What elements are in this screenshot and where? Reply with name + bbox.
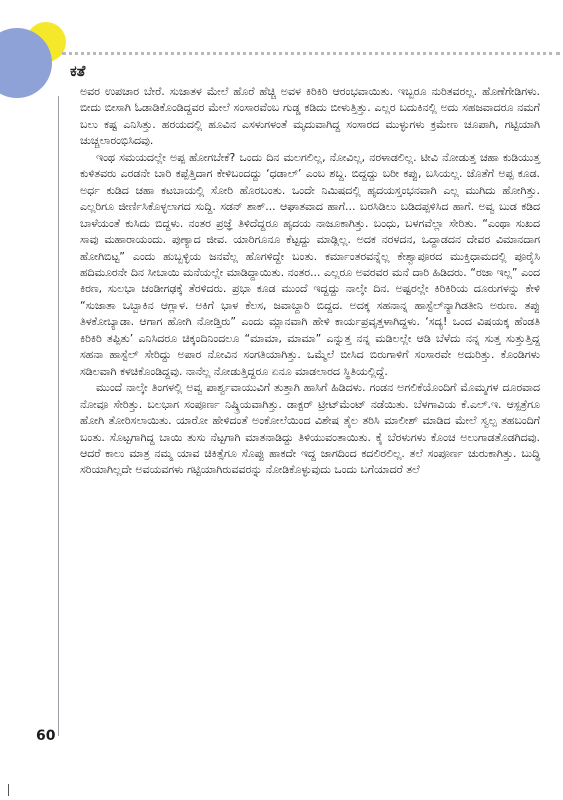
section-label: ಕತೆ	[70, 62, 86, 80]
page-number: 60	[36, 728, 56, 744]
paragraph-1: ಅವರ ಉಪಚಾರ ಬೇರೆ. ಸುಜಾತಳ ಮೇಲೆ ಹೊರೆ ಹೆಚ್ಚಿ ಅವಳ ಕಿರಿಕಿರಿ ಆರಂಭವಾಯಿತು. ಇಬ್ಬರೂ ನುರಿತವರಲ್ಲ. ಹೊಣೆಗೇಡಿಗಳು. ಬೀದು ಬೀಸಾಗಿ ಓಡಾಡಿಕೊಂಡಿದ್ದವರ ಮೇಲೆ ಸಂಸಾರವೆಂಬ ಗುಡ್ಡ ಕಡಿದು ಬೀಳುತ್ತಿತ್ತು. ಎಲ್ಲರ ಬದುಕಿನಲ್ಲಿ ಅದು ಸಹಜವಾದರೂ ನಮಗೆ ಬಲು ಕಷ್ಟ ಎನಿಸಿತ್ತು. ಹರಯದಲ್ಲಿ ಹೂವಿನ ಎಸಳುಗಳಂತೆ ಮೃದುವಾಗಿದ್ದ ಸಂಸಾರದ ಮುಳ್ಳುಗಳು ಕ್ರಮೇಣ ಚೂಪಾಗಿ, ಗಟ್ಟಿಯಾಗಿ ಚುಚ್ಚಲಾರಂಭಿಸಿದವು.	[80, 85, 540, 148]
margin-rule	[58, 96, 59, 736]
paragraph-2: ಇಂಥ ಸಮಯದಲ್ಲೇ ಅಪ್ಪ ಹೋಗಬೇಕೆ? ಒಂದು ದಿನ ಮಲಗಲಿಲ್ಲ, ನೋವಿಲ್ಲ, ನರಳಾಡಲಿಲ್ಲ. ಟೀವಿ ನೋಡುತ್ತ ಚಹಾ ಕುಡಿಯುತ್ತ ಕುಳಿತವರು ಎರಡನೇ ಬಾರಿ ಕಪ್ಪೆತ್ತಿದಾಗ ಕೇಳಿಬಂದದ್ದು ‘ಧಡಾಲ್’ ಎಂಬ ಶಬ್ದ. ಬಿದ್ದದ್ದು ಬರೀ ಕಪ್ಪು, ಬಸಿಯಲ್ಲ. ಜೊತೆಗೆ ಅಪ್ಪ ಕೂಡ. ಅರ್ಧ ಕುಡಿದ ಚಹಾ ಕಟಬಾಯಲ್ಲಿ ಸೋರಿ ಹೊರಬಂತು. ಒಂದೇ ನಿಮಿಷದಲ್ಲಿ ಹೃದಯಸ್ತಂಭನವಾಗಿ ಎಲ್ಲ ಮುಗಿದು ಹೋಗಿತ್ತು. ಎಲ್ಲರಿಗೂ ಜೀರ್ಣಿಸಿಕೊಳ್ಳಲಾಗದ ಸುದ್ದಿ. ಸಡನ್ ಶಾಕ್... ಆಘಾತವಾದ ಹಾಗೆ... ಬರಸಿಡಿಲು ಬಡಿದಪ್ಪಳಿಸಿದ ಹಾಗೆ. ಅವ್ವ ಬುಡ ಕಡಿದ ಬಾಳೆಯಂತೆ ಕುಸಿದು ಬಿದ್ದಳು. ನಂತರ ಪ್ರಜ್ಞೆ ತಿಳಿದೆದ್ದರೂ ಹೃದಯ ನಾಜೂಕಾಗಿತ್ತು. ಬಂಧು, ಬಳಗವೆಲ್ಲಾ ಸೇರಿತು. “ಎಂಥಾ ಸುಖದ ಸಾವು ಮಹಾರಾಯಂದು. ಪುಣ್ಯಾದ ಜೀವ. ಯಾರಿಗೂನೂ ಕೆಟ್ಟದ್ದು ಮಾಡ್ಲಿಲ್ಲ. ಅದಕ ನರಳದನ, ಒದ್ದಾಡದನ ದೇವರ ವಿಮಾನದಾಗ ಹೋಗಿಬಿಟ್ಟ” ಎಂದು ಹುಬ್ಬಳ್ಳಿಯ ಜನವೆಲ್ಲ ಹೊಗಳಿದ್ದೇ ಬಂತು. ಕರ್ಮಾಂತರವನ್ನೆಲ್ಲ ಕೇಶ್ವಾಪೂರದ ಮುಕ್ತಿಧಾಮದಲ್ಲಿ ಪೂರೈಸಿ ಹದಿಮೂರನೇ ದಿನ ಸೀಬಾಯಿ ಮನೆಯಲ್ಲೇ ಮಾಡಿದ್ದಾಯಿತು. ನಂತರ... ಎಲ್ಲರೂ ಅವರವರ ಮನೆ ದಾರಿ ಹಿಡಿದರು. “ರಜಾ ಇಲ್ಲ” ಎಂದ ಕಿರಣ, ಸುಲಭಾ ಚಂಡೀಗಢಕ್ಕೆ ತೆರಳಿದರು. ಪ್ರಭಾ ಕೂಡ ಮುಂದೆ ಇದ್ದದ್ದು ನಾಲ್ಕೇ ದಿನ. ಅಷ್ಟರಲ್ಲೇ ಕಿರಿಕಿರಿಯ ದೂರುಗಳನ್ನು ಕೇಳಿ “ಸುಜಾತಾ ಒಬ್ಬಾಕಿನ ಆಗ್ಲಾಳ. ಅಕಿಗೆ ಭಾಳ ಕೆಲಸ, ಜವಾಬ್ದಾರಿ ಬಿದ್ದದ. ಅದಕ್ಕ ಸಹನಾನ್ನ ಹಾಸ್ಟೆಲ್‌ನ್ಯಾಗಿಡತೀನಿ ಅರುಣ. ತಪ್ಪು ತಿಳಕೋಬ್ಯಾಡಾ. ಆಗಾಗ ಹೋಗಿ ನೋಡ್ತಿರು” ಎಂದು ಮ್ಲಾನವಾಗಿ ಹೇಳಿ ಕಾರ್ಯಪ್ರವೃತ್ತಳಾಗಿದ್ದಳು. ‘ಸದ್ಯ! ಒಂದ ವಿಷಯಕ್ಕ ಹೆಂಡತಿ ಕಿರಿಕಿರಿ ತಪ್ಪಿತು’ ಎನಿಸಿದರೂ ಚಿಕ್ಕಂದಿನಿಂದಲೂ “ಮಾಮಾ, ಮಾಮಾ” ಎನ್ನುತ್ತ ನನ್ನ ಮಡಿಲಲ್ಲೇ ಆಡಿ ಬೆಳೆದು ನನ್ನ ಸುತ್ತ ಸುತ್ತುತ್ತಿದ್ದ ಸಹನಾ ಹಾಸ್ಟೆಲ್ ಸೇರಿದ್ದು ಅಪಾರ ನೋವಿನ ಸಂಗತಿಯಾಗಿತ್ತು. ಒಮ್ಮೆಲೆ ಬೀಸಿದ ಬಿರುಗಾಳಿಗೆ ಸಂಸಾರವೇ ಅದುರಿತ್ತು. ಕೊಂಡಿಗಳು ಸಡಿಲವಾಗಿ ಕಳಚಿಕೊಂಡಿದ್ದವು. ನಾನೆಲ್ಲ ನೋಡುತ್ತಿದ್ದರೂ ಏನೂ ಮಾಡಲಾರದ ಸ್ಥಿತಿಯಲ್ಲಿದ್ದೆ.	[80, 150, 540, 378]
story-text	[80, 84, 540, 479]
paragraph-3: ಮುಂದೆ ನಾಲ್ಕೇ ತಿಂಗಳಲ್ಲಿ ಅವ್ವ ಪಾರ್ಶ್ವವಾಯುವಿಗೆ ತುತ್ತಾಗಿ ಹಾಸಿಗೆ ಹಿಡಿದಳು. ಗಂಡನ ಅಗಲಿಕೆಯೊಂದಿಗೆ ಮೊಮ್ಮಗಳ ದೂರವಾದ ನೋವೂ ಸೇರಿತ್ತು. ಬಲಭಾಗ ಸಂಪೂರ್ಣ ನಿಷ್ಕ್ರಿಯವಾಗಿತ್ತು. ಡಾಕ್ಟರ್ ಟ್ರೀಟ್‌ಮೆಂಟ್ ನಡೆಯಿತು. ಬೆಳಗಾವಿಯ ಕೆ.ಎಲ್.ಇ. ಆಸ್ಪತ್ರೆಗೂ ಹೋಗಿ ತೋರಿಸಲಾಯಿತು. ಯಾರೋ ಹೇಳಿದಂತೆ ಅಂಕೋಲೆಯಿಂದ ವಿಶೇಷ ತೈಲ ತರಿಸಿ ಮಾಲೀಶ್ ಮಾಡಿದ ಮೇಲೆ ಸ್ವಲ್ಪ ತಹಬಂದಿಗೆ ಬಂತು. ಸೊಟ್ಟಗಾಗಿದ್ದ ಬಾಯಿ ತುಸು ನೆಟ್ಟಗಾಗಿ ಮಾತನಾಡಿದ್ದು ತಿಳಿಯುವಂತಾಯಿತು. ಕೈ ಬೆರಳುಗಳು ಕೊಂಚ ಅಲುಗಾಡತೊಡಗಿದವು. ಆದರೆ ಕಾಲು ಮಾತ್ರ ನಮ್ಮ ಯಾವ ಚಿಕಿತ್ಸೆಗೂ ಸೊಪ್ಪು ಹಾಕದೇ ಇದ್ದ ಜಾಗದಿಂದ ಕದಲಿರಲಿಲ್ಲ. ತಲೆ ಸಂಪೂರ್ಣ ಚುರುಕಾಗಿತ್ತು. ಬುದ್ಧಿ ಸರಿಯಾಗಿಲ್ಲದೇ ಅವಯವಗಳು ಗಟ್ಟಿಯಾಗಿರುವವರನ್ನು ನೋಡಿಕೊಳ್ಳುವುದು ಒಂದು ಬಗೆಯಾದರೆ ತಲೆ	[80, 381, 540, 477]
crop-mark	[8, 784, 19, 796]
header-dotted-rule	[62, 52, 560, 55]
